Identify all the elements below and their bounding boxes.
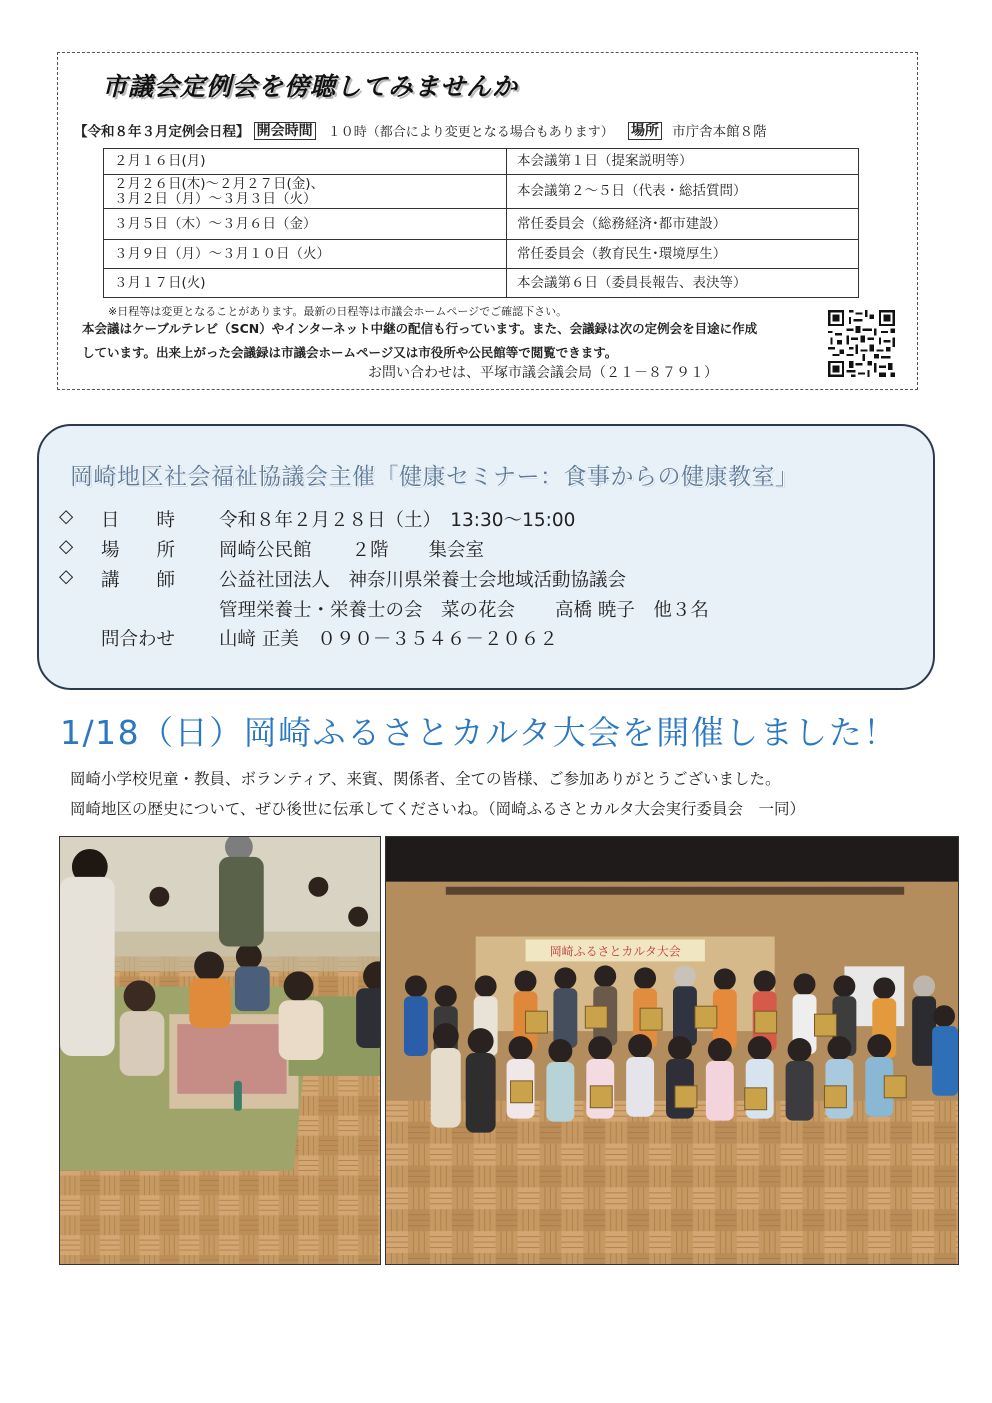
seminar-value: 令和８年２月２８日（土） 13:30～15:00 — [219, 510, 576, 531]
open-time-value: １０時（都合により変更となる場合もあります） — [327, 124, 614, 140]
place-value: 市庁舎本館８階 — [672, 124, 767, 140]
council-body-line: 本会議はケーブルテレビ（SCN）やインターネット中継の配信も行っています。また、会議録は次の定例会を目途に作成 — [82, 321, 758, 336]
karuta-banner-text: 岡崎ふるさとカルタ大会 — [549, 944, 681, 959]
seminar-value: 公益社団法人 神奈川県栄養士会地域活動協議会 — [219, 570, 627, 591]
seminar-value: 岡崎公民館 ２階 集会室 — [219, 540, 485, 561]
schedule-table — [103, 148, 859, 298]
open-time-label: 開会時間 — [254, 122, 316, 140]
table-row — [104, 269, 859, 298]
seminar-label: 問合わせ — [101, 629, 176, 650]
schedule-date: ３月５日（木）～３月６日（金） — [104, 209, 507, 240]
schedule-session: 本会議第２～５日（代表・総括質問） — [507, 175, 859, 209]
schedule-session: 本会議第６日（委員長報告、表決等） — [507, 269, 859, 298]
diamond-bullet-icon: ◇ — [59, 506, 74, 527]
schedule-header — [74, 120, 909, 142]
schedule-date: ３月９日（月）～３月１０日（火） — [104, 240, 507, 269]
table-row — [104, 240, 859, 269]
seminar-label: 日 時 — [101, 510, 176, 531]
karuta-thanks-line: 岡崎小学校児童・教員、ボランティア、来賓、関係者、全ての皆様、ご参加ありがとうございました。 — [70, 770, 781, 788]
schedule-session: 本会議第１日（提案説明等） — [507, 149, 859, 175]
diamond-bullet-icon: ◇ — [59, 536, 74, 557]
seminar-label: 場 所 — [101, 540, 176, 561]
seminar-value: 管理栄養士・栄養士の会 菜の花会 高橋 暁子 他３名 — [219, 600, 709, 621]
schedule-date: ２月２６日(木)～２月２７日(金)、 ３月２日（月）～３月３日（火） — [104, 175, 507, 209]
council-contact: お問い合わせは、平塚市議会議会局（２１－８７９１） — [368, 365, 718, 381]
schedule-heading: 【令和８年３月定例会日程】 — [74, 124, 250, 140]
schedule-note: ※日程等は変更となることがあります。最新の日程等は市議会ホームページでご確認下さい。 — [108, 305, 568, 318]
seminar-label: 講 師 — [101, 570, 176, 591]
schedule-session: 常任委員会（教育民生･環境厚生） — [507, 240, 859, 269]
karuta-heading: 1/18（日）岡崎ふるさとカルタ大会を開催しました！ — [60, 713, 898, 752]
council-notice-box — [57, 52, 918, 390]
karuta-group-photo — [385, 836, 959, 1265]
seminar-box — [37, 424, 935, 690]
schedule-date: ３月１７日(火) — [104, 269, 507, 298]
council-body-text — [82, 317, 817, 365]
council-title: 市議会定例会を傍聴してみませんか — [102, 72, 519, 101]
seminar-value: 山﨑 正美 ０９０－３５４６－２０６２ — [219, 629, 558, 650]
schedule-date: ２月１６日(月) — [104, 149, 507, 175]
diamond-bullet-icon: ◇ — [59, 566, 74, 587]
seminar-title: 岡崎地区社会福祉協議会主催「健康セミナー：食事からの健康教室」 — [70, 464, 799, 490]
qr-code-icon[interactable] — [828, 310, 895, 377]
table-row — [104, 209, 859, 240]
schedule-session: 常任委員会（総務経済･都市建設） — [507, 209, 859, 240]
table-row — [104, 175, 859, 209]
table-row — [104, 149, 859, 175]
karuta-playing-photo — [59, 836, 381, 1265]
place-label: 場所 — [628, 122, 662, 140]
karuta-message-line: 岡崎地区の歴史について、ぜひ後世に伝承してくださいね。（岡崎ふるさとカルタ大会実行委員会 一同） — [70, 800, 806, 818]
council-body-line: しています。出来上がった会議録は市議会ホームページ又は市役所や公民館等で閲覧できます。 — [82, 345, 618, 360]
